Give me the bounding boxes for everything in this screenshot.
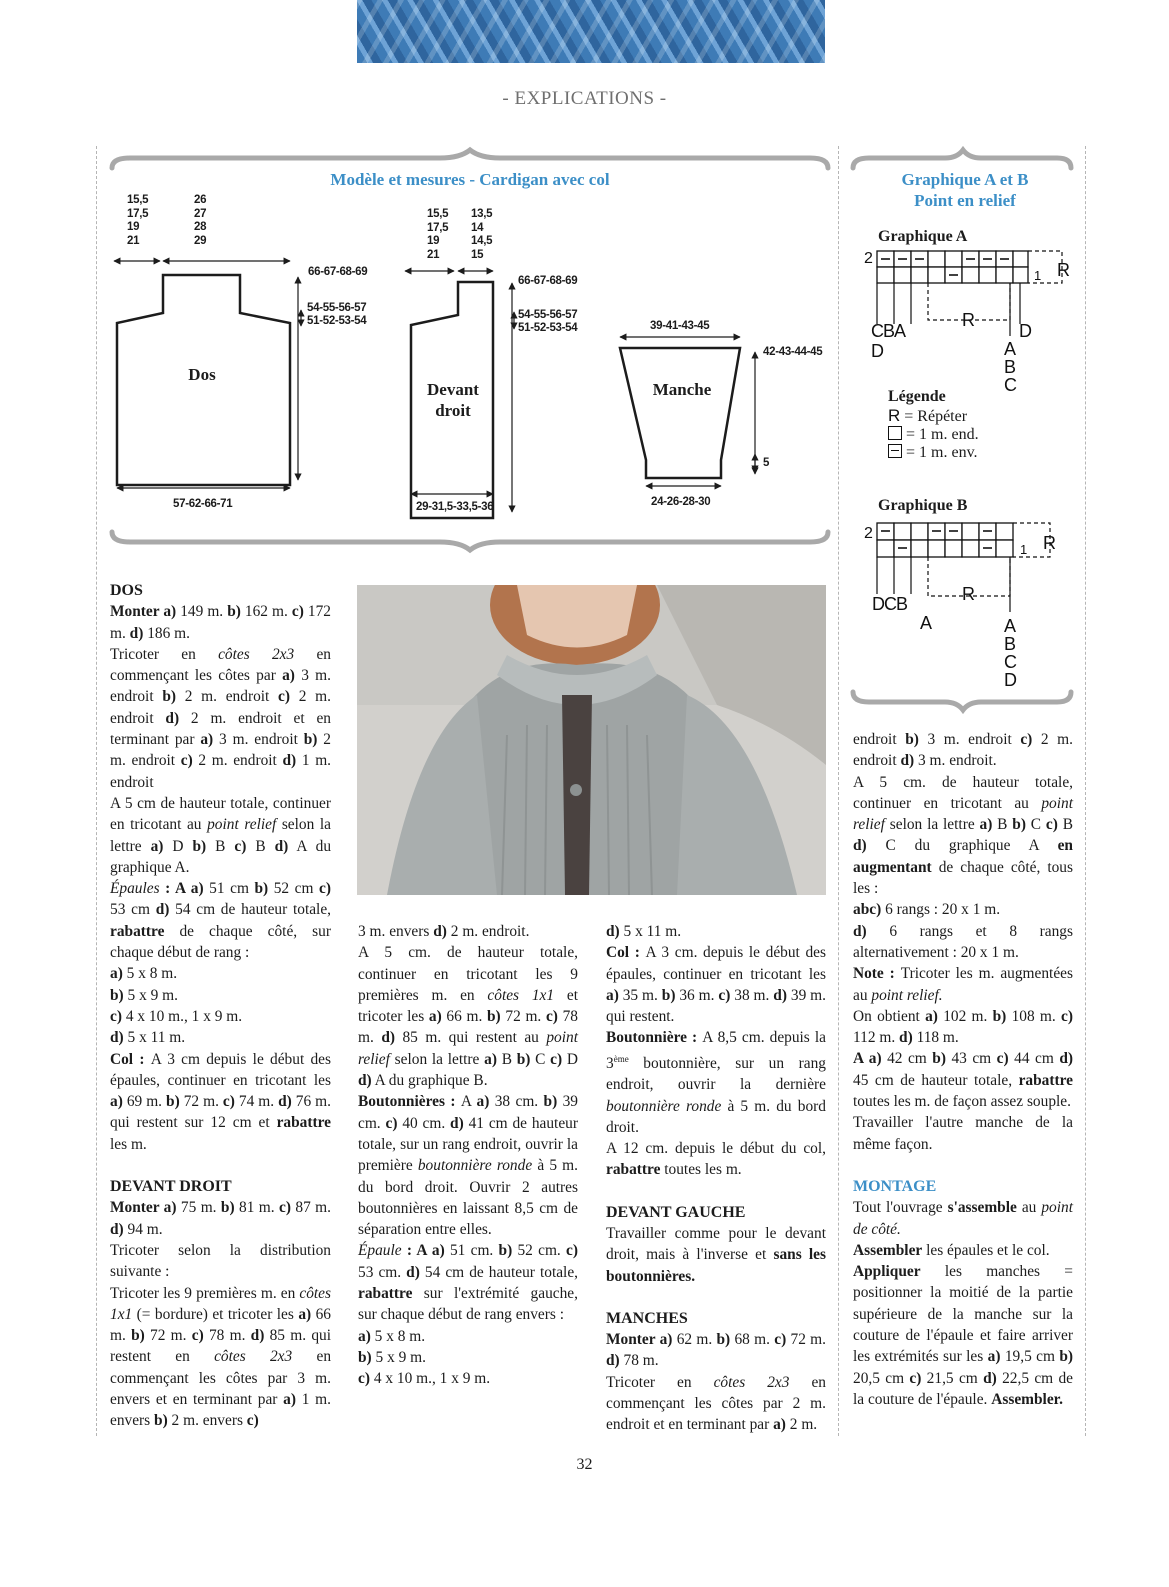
manche-label: Manche xyxy=(652,380,712,399)
dos-label: Dos xyxy=(188,365,216,384)
manche-outline xyxy=(620,348,740,478)
devant-height-total: 66-67-68-69 xyxy=(518,275,578,287)
montage-intro: Tout l'ouvrage s'assemble au point de côté. xyxy=(853,1199,1073,1238)
legend-purl-row: = 1 m. env. xyxy=(888,444,979,462)
text-column-4 xyxy=(853,729,1073,1410)
devant-top-right-values: 13,5 14 14,5 15 xyxy=(471,208,493,261)
knit-texture-banner xyxy=(357,0,825,63)
manche-height: 42-43-44-45 xyxy=(763,346,823,358)
chart-a-letter-d-left: D xyxy=(871,341,884,361)
devant-shoulder: Épaule : A a) 51 cm. b) 52 cm. c) 53 cm. d) 54 cm de hauteur totale, rabattre sur l'extrémité gauche, sur chaque début de rang envers : xyxy=(358,1242,578,1324)
manche-bottom-width: 24-26-28-30 xyxy=(651,496,711,508)
devant-cast-on: Monter a) 75 m. b) 81 m. c) 87 m. d) 94 m. xyxy=(110,1199,331,1238)
legend-knit-row: = 1 m. end. xyxy=(888,426,979,444)
manche-top-width: 39-41-43-45 xyxy=(650,320,710,332)
section-title: - EXPLICATIONS - xyxy=(502,88,667,109)
knit-square-icon xyxy=(888,426,902,440)
heading-manches: MANCHES xyxy=(606,1309,688,1327)
dos-shoulders: Épaules : A a) 51 cm b) 52 cm c) 53 cm d) 54 cm de hauteur totale, rabattre de chaque côté, sur chaque début de rang : xyxy=(110,880,332,962)
devant-distribution-intro: Tricoter selon la distribution suivante : xyxy=(110,1241,331,1281)
chart-a-title: Graphique A xyxy=(878,228,968,245)
chart-b-letter-a-left: A xyxy=(920,613,933,633)
left-margin-line xyxy=(96,146,97,1436)
manches-increase-d: d) 6 rangs et 8 rangs alternativement : 20 x 1 m. xyxy=(853,922,1073,961)
chart-b-repeat-mark: R xyxy=(1043,533,1056,553)
legend-repeat-row: R = Répéter xyxy=(888,406,968,425)
devant-height-b: 51-52-53-54 xyxy=(518,322,578,334)
manches-relief: A 5 cm. de hauteur totale, continuer en tricotant au point relief selon la lettre a) B b) C c) B d) C du graphique A en augmentant de chaque côté, tous les : xyxy=(853,773,1073,898)
dos-top-right-values: 26 27 28 29 xyxy=(194,194,207,247)
manches-ribbing: Tricoter en côtes 2x3 en commençant les côtes par 2 m. endroit et en terminant par a) 2 m. xyxy=(606,1373,826,1434)
chart-b-row-1: 1 xyxy=(1020,542,1028,557)
chart-a-letter-d-right: D xyxy=(1019,321,1032,341)
montage-assemble: Assembler les épaules et le col. xyxy=(853,1241,1050,1259)
manches-increase-abc: abc) 6 rangs : 20 x 1 m. xyxy=(853,901,1001,919)
devant-buttonholes: Boutonnières : A a) 38 cm. b) 39 cm. c) 40 cm. d) 41 cm de hauteur totale, sur un rang endroit, ouvrir la première boutonnière ronde à 5 m. du bord droit. Ouvrir 2 autres boutonnières en laissant 8,5 cm de séparation entre elles. xyxy=(358,1093,578,1239)
dos-ribbing: Tricoter en côtes 2x3 en commençant les côtes par a) 3 m. endroit b) 2 m. endroit c) 2 m. endroit d) 2 m. endroit et en terminant par a) 3 m. endroit b) 2 m. endroit c) 2 m. endroit d) 1 m. endroit xyxy=(110,645,332,791)
devant-top-left-values: 15,5 17,5 19 21 xyxy=(427,208,449,261)
chart-a-letters-right: A B C xyxy=(1004,339,1017,395)
right-margin-line xyxy=(1085,146,1086,1436)
heading-devant-droit: DEVANT DROIT xyxy=(110,1178,232,1196)
legend-title: Légende xyxy=(888,388,946,405)
dos-width: 57-62-66-71 xyxy=(173,498,233,510)
legend xyxy=(888,388,979,462)
dos-height-a: 54-55-56-57 xyxy=(307,302,367,314)
devant-height-a: 54-55-56-57 xyxy=(518,309,578,321)
chart-b-row-2: 2 xyxy=(864,525,873,542)
manches-cast-on: Monter a) 62 m. b) 68 m. c) 72 m. d) 78 m. xyxy=(606,1331,826,1370)
dos-relief: A 5 cm de hauteur totale, continuer en tricotant au point relief selon la lettre a) D b) B c) B d) A du graphique A. xyxy=(110,794,332,876)
devant-continued: 3 m. envers d) 2 m. endroit. xyxy=(358,923,530,940)
chart-a-row-2: 2 xyxy=(864,250,873,267)
cardigan-photo xyxy=(357,585,826,895)
dos-list-d: d) 5 x 11 m. xyxy=(110,1029,186,1047)
devant-relief: A 5 cm. de hauteur totale, continuer en tricotant les 9 premières m. en côtes 1x1 et tricoter les a) 66 m. b) 72 m. c) 78 m. d) 85 m. qui restent au point relief selon la lettre a) B b) C c) D d) A du graphique B. xyxy=(358,944,579,1090)
devant-collar: Col : A 3 cm. depuis le début des épaules, continuer en tricotant les a) 35 m. b) 36 m. c) 38 m. d) 39 m. qui restent. xyxy=(606,944,827,1026)
devant-list-d: d) 5 x 11 m. xyxy=(606,923,682,940)
charts-title: Graphique A et B Point en relief xyxy=(901,170,1029,210)
dos-top-left-values: 15,5 17,5 19 21 xyxy=(127,194,149,247)
dos-list-b: b) 5 x 9 m. xyxy=(110,986,178,1004)
manches-result: On obtient a) 102 m. b) 108 m. c) 112 m. d) 118 m. xyxy=(853,1007,1073,1047)
page-number: 32 xyxy=(576,1456,593,1473)
devant-width: 29-31,5-33,5-36 xyxy=(416,501,494,513)
dos-cast-on: Monter a) 149 m. b) 162 m. c) 172 m. d) 186 m. xyxy=(110,603,331,642)
manche-cuff-height: 5 xyxy=(763,457,770,469)
chart-a-letters-left: CBA xyxy=(871,321,906,341)
text-column-1 xyxy=(110,580,331,1432)
dos-list-a: a) 5 x 8 m. xyxy=(110,965,178,983)
text-column-2 xyxy=(358,921,578,1390)
heading-montage: MONTAGE xyxy=(853,1177,937,1195)
devant-list-b: b) 5 x 9 m. xyxy=(358,1348,426,1366)
heading-dos: DOS xyxy=(110,582,143,599)
manches-bind-off: A a) 42 cm b) 43 cm c) 44 cm d) 45 cm de hauteur totale, rabattre toutes les m. de façon assez souple. xyxy=(853,1050,1073,1111)
model-illustration xyxy=(357,585,826,895)
schematic-drawing xyxy=(100,190,840,530)
dos-list-c: c) 4 x 10 m., 1 x 9 m. xyxy=(110,1007,243,1025)
chart-a-repeat-mark: R xyxy=(1057,260,1070,280)
diagram-title: Modèle et mesures - Cardigan avec col xyxy=(330,170,610,189)
dos-height-b: 51-52-53-54 xyxy=(307,315,367,327)
dos-height-total: 66-67-68-69 xyxy=(308,266,368,278)
chart-a-repeat-bottom: R xyxy=(962,310,975,330)
manches-other: Travailler l'autre manche de la même façon. xyxy=(853,1114,1073,1153)
manches-ribbing-end: endroit b) 3 m. endroit c) 2 m. endroit d) 3 m. endroit. xyxy=(853,731,1073,770)
purl-square-icon xyxy=(888,444,902,458)
heading-devant-gauche: DEVANT GAUCHE xyxy=(606,1203,746,1221)
manches-note: Note : Tricoter les m. augmentées au point relief. xyxy=(853,965,1073,1004)
chart-b-letters-left: DCB xyxy=(872,594,908,614)
montage-sleeves: Appliquer les manches = positionner la moitié de la partie supérieure de la manche sur la couture de l'épaule et faire arriver les extrémités sur les a) 19,5 cm b) 20,5 cm c) 21,5 cm d) 22,5 cm de la couture de l'épaule. Assembler. xyxy=(853,1263,1074,1408)
devant-list-c: c) 4 x 10 m., 1 x 9 m. xyxy=(358,1370,491,1388)
devant-last-buttonhole: Boutonnière : A 8,5 cm. depuis la 3ème boutonnière, sur un rang endroit, ouvrir la dernière boutonnière ronde à 5 m. du bord droit. xyxy=(606,1029,826,1136)
chart-b-letters-right: A B C D xyxy=(1004,616,1017,690)
chart-b-repeat-bottom: R xyxy=(962,584,975,604)
devant-list-a: a) 5 x 8 m. xyxy=(358,1327,426,1345)
chart-b-title: Graphique B xyxy=(878,497,968,514)
chart-a-row-1: 1 xyxy=(1034,268,1042,283)
text-column-3 xyxy=(606,921,826,1436)
devant-distribution: Tricoter les 9 premières m. en côtes 1x1 (= bordure) et tricoter les a) 66 m. b) 72 m. c) 78 m. d) 85 m. qui restent en côtes 2x3 en commençant les côtes par 3 m. envers et en terminant par a) 1 m. envers b) 2 m. envers c) xyxy=(110,1284,332,1430)
dos-collar: Col : A 3 cm depuis le début des épaules, continuer en tricotant les a) 69 m. b) 72 m. c) 74 m. d) 76 m. qui restent sur 12 cm et rabattre les m. xyxy=(110,1050,331,1153)
devant-label: Devant droit xyxy=(427,380,479,420)
devant-gauche-text: Travailler comme pour le devant droit, mais à l'inverse et sans les boutonnières. xyxy=(606,1224,826,1285)
devant-bind-off: A 12 cm. depuis le début du col, rabattre toutes les m. xyxy=(606,1140,826,1179)
